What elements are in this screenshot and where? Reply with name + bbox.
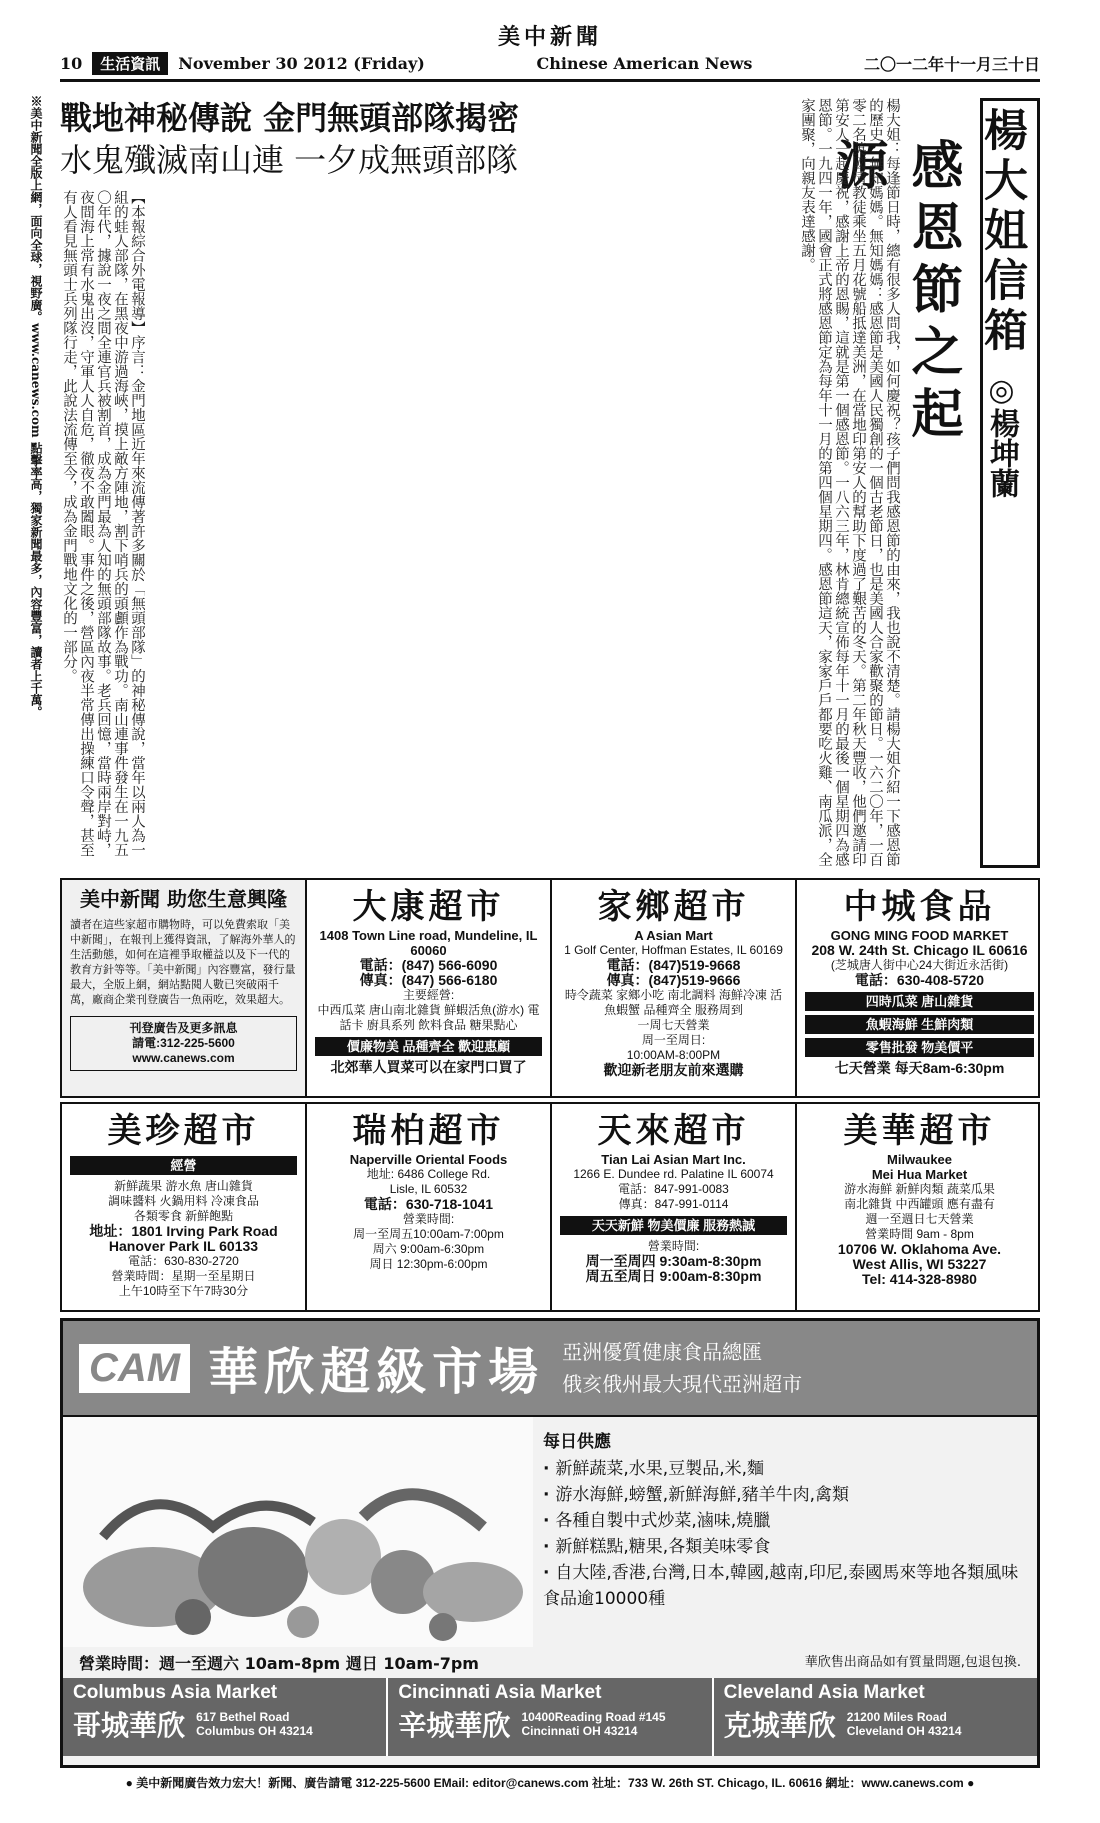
jiaxiang-grid: 時令蔬菜 家鄉小吃 南北調料 海鮮冷凍 活魚蝦蟹 品種齊全 服務周到 bbox=[564, 988, 783, 1017]
tianlai-hours2: 周五至周日 9:00am-8:30pm bbox=[585, 1268, 762, 1284]
zhongcheng-slogan3: 零售批發 物美價平 bbox=[805, 1038, 1034, 1057]
cam-note: 華欣售出商品如有質量問題,包退包換. bbox=[804, 1655, 1021, 1670]
dakang-fax: 傳真：(847) 566-6180 bbox=[359, 972, 498, 988]
section-tag: 生活資訊 bbox=[92, 52, 168, 75]
helper-contact-box bbox=[70, 1016, 297, 1071]
zhongcheng-hours: 七天營業 每天8am-6:30pm bbox=[834, 1060, 1005, 1076]
zhongcheng-slogan1: 四時瓜菜 唐山雜貨 bbox=[805, 992, 1034, 1011]
cam-logo: CAM bbox=[79, 1344, 190, 1393]
meizhen-hours2: 上午10時至下午7時30分 bbox=[118, 1284, 249, 1298]
meihua-name-en: Mei Hua Market bbox=[871, 1167, 968, 1182]
ad-tianlai bbox=[552, 1104, 797, 1310]
meihua-items1: 游水海鮮 新鮮肉類 蔬菜瓜果 bbox=[844, 1182, 995, 1196]
page-header bbox=[60, 52, 1040, 82]
tianlai-fax: 傳真：847-991-0114 bbox=[618, 1197, 729, 1211]
dakang-phone: 電話：(847) 566-6090 bbox=[359, 957, 498, 973]
meihua-address2: West Allis, WI 53227 bbox=[852, 1256, 987, 1272]
helper-contact: 刊登廣告及更多訊息 bbox=[129, 1021, 238, 1035]
meizhen-label: 經營 bbox=[70, 1156, 297, 1175]
cam-supply-item: · 新鮮糕點,糖果,各類美味零食 bbox=[543, 1534, 1027, 1560]
jiaxiang-welcome: 歡迎新老朋友前來選購 bbox=[603, 1062, 744, 1078]
meizhen-hours1: 營業時間：星期一至星期日 bbox=[111, 1269, 256, 1283]
main-articles bbox=[60, 98, 1040, 873]
store-address bbox=[847, 1710, 962, 1738]
ruibai-address2: Lisle, IL 60532 bbox=[389, 1182, 468, 1196]
helper-phone: 請電:312-225-5600 bbox=[132, 1036, 235, 1050]
date-en: November 30 2012 (Friday) bbox=[178, 54, 425, 73]
meihua-hours1: 週一至週日七天營業 bbox=[865, 1212, 974, 1226]
cam-supply-title: 每日供應 bbox=[543, 1432, 611, 1452]
jiaxiang-fax: 傳真：(847)519-9666 bbox=[606, 972, 741, 988]
meizhen-items1: 新鮮蔬果 游水魚 唐山雜貨 bbox=[114, 1179, 253, 1193]
tianlai-phone: 電話：847-991-0083 bbox=[618, 1182, 729, 1196]
newspaper-page bbox=[29, 20, 1040, 1803]
ads-row-2 bbox=[60, 1102, 1040, 1312]
page-number: 10 bbox=[60, 54, 83, 73]
dakang-products-label: 主要經營: bbox=[402, 988, 455, 1002]
ruibai-hours1: 周一至周五10:00am-7:00pm bbox=[353, 1227, 504, 1241]
meihua-phone: Tel: 414-328-8980 bbox=[862, 1271, 977, 1287]
column-title: 楊大姐信箱 bbox=[976, 107, 1027, 357]
zhongcheng-name: 中城食品 bbox=[843, 887, 996, 927]
jiaxiang-name: 家鄉超市 bbox=[597, 887, 750, 927]
meihua-address1: 10706 W. Oklahoma Ave. bbox=[837, 1241, 1002, 1257]
zhongcheng-slogan2: 魚蝦海鮮 生鮮肉類 bbox=[805, 1015, 1034, 1034]
cam-supply-item: · 游水海鮮,螃蟹,新鮮海鮮,豬羊牛肉,禽類 bbox=[543, 1482, 1027, 1508]
tianlai-hours-label: 營業時間: bbox=[647, 1239, 700, 1253]
meizhen-phone: 電話：630-830-2720 bbox=[128, 1254, 239, 1268]
ruibai-name-en: Naperville Oriental Foods bbox=[349, 1152, 508, 1167]
tianlai-name: 天來超市 bbox=[597, 1111, 750, 1151]
helper-body: 讀者在這些家超市購物時，可以免費索取「美中新聞」，在報刊上獲得資訊，了解海外華人的生活動態，如何在這裡爭取權益以及下一代的教育方針等等。「美中新聞」內容豐富，發行量最大，全版上網，網站點閱人數已突破兩千萬，廠商企業刊登廣告一魚兩吃，效果超大。 bbox=[70, 919, 296, 1006]
ad-zhongcheng bbox=[797, 880, 1042, 1096]
cam-supply bbox=[533, 1417, 1037, 1647]
jiaxiang-name-en: A Asian Mart bbox=[634, 928, 713, 943]
article-title: 感恩節之起源 bbox=[827, 138, 962, 448]
column-body-text: 楊大姐：每逢節日時，總有很多人問我，如何慶祝？孩子們問我感恩節的由來，我也說不清楚。請楊大姐介紹一下感恩節的歷史。無知媽媽。無知媽媽：感恩節是美國人民獨創的一個古老節日，也是美國人合家歡聚的節日。一六二〇年，一百零二名英國清教徒乘坐五月花號船抵達美洲，在當地印第安人的幫助下度過了艱苦的冬天。第二年秋天豐收，他們邀請印第安人一起慶祝，感謝上帝的恩賜，這就是第一個感恩節。一八六三年，林肯總統宣佈每年十一月的最後一個星期四為感恩節。一九四一年，國會正式將感恩節定為每年十一月的第四個星期四。感恩節這天，家家戶戶都要吃火雞、南瓜派，全家團聚，向親友表達感謝。 bbox=[799, 98, 900, 867]
cam-hours-row bbox=[63, 1647, 1037, 1678]
cam-header bbox=[63, 1321, 1037, 1417]
dakang-name: 大康超市 bbox=[352, 887, 505, 927]
ruibai-hours2: 周六 9:00am-6:30pm bbox=[372, 1242, 485, 1256]
zhongcheng-phone: 電話：630-408-5720 bbox=[854, 972, 985, 988]
store-address bbox=[196, 1710, 313, 1738]
cam-supply-item: · 各種自製中式炒菜,滷味,燒臘 bbox=[543, 1508, 1027, 1534]
dakang-slogan: 價廉物美 品種齊全 歡迎惠顧 bbox=[315, 1037, 542, 1056]
meihua-name: 美華超市 bbox=[843, 1111, 996, 1151]
ad-helper bbox=[62, 880, 307, 1096]
date-zh: 二〇一二年十一月三十日 bbox=[863, 55, 1040, 74]
jiaxiang-hours2: 周一至周日: bbox=[641, 1033, 706, 1047]
headline-primary: 戰地神秘傳說 金門無頭部隊揭密 bbox=[60, 99, 520, 137]
helper-title: 美中新聞 助您生意興隆 bbox=[80, 887, 287, 911]
ruibai-hours3: 周日 12:30pm-6:00pm bbox=[369, 1257, 488, 1271]
store-zh: 克城華欣 bbox=[723, 1709, 836, 1742]
tianlai-name-en: Tian Lai Asian Mart Inc. bbox=[601, 1152, 746, 1167]
meizhen-address1: 地址：1801 Irving Park Road bbox=[89, 1223, 278, 1239]
meizhen-items3: 各類零食 新鮮飽點 bbox=[133, 1209, 234, 1223]
store-addr2: Cincinnati OH 43214 bbox=[521, 1724, 638, 1738]
meizhen-name: 美珍超市 bbox=[107, 1111, 260, 1151]
cam-supply-list bbox=[543, 1456, 1027, 1612]
store-addr1: 617 Bethel Road bbox=[196, 1710, 290, 1724]
ad-cam-market bbox=[60, 1318, 1040, 1768]
store-zh: 哥城華欣 bbox=[73, 1709, 186, 1742]
cam-taglines bbox=[562, 1336, 802, 1400]
produce-photo bbox=[63, 1417, 533, 1647]
column-title-box bbox=[976, 98, 1040, 868]
store-zh: 辛城華欣 bbox=[398, 1709, 511, 1742]
meizhen-address2: Hanover Park IL 60133 bbox=[108, 1238, 259, 1254]
produce-illustration bbox=[63, 1417, 533, 1647]
headline-secondary: 水鬼殲滅南山連 一夕成無頭部隊 bbox=[60, 141, 519, 179]
meizhen-items2: 調味醬料 火鍋用料 冷凍食品 bbox=[108, 1194, 259, 1208]
cam-tagline1: 亞洲優質健康食品總匯 bbox=[562, 1340, 763, 1364]
zhongcheng-name-en: GONG MING FOOD MARKET bbox=[830, 928, 1009, 943]
store-en: Columbus Asia Market bbox=[73, 1682, 278, 1703]
cam-body bbox=[63, 1417, 1037, 1647]
cam-supply-item: · 自大陸,香港,台灣,日本,韓國,越南,印尼,泰國馬來等地各類風味食品逾10000種 bbox=[543, 1560, 1027, 1612]
store-en: Cincinnati Asia Market bbox=[398, 1682, 602, 1703]
tianlai-slogan: 天天新鮮 物美價廉 服務熱誠 bbox=[560, 1216, 787, 1235]
ads-row-1 bbox=[60, 878, 1040, 1098]
dakang-address: 1408 Town Line road, Mundeline, IL 60060 bbox=[319, 928, 538, 958]
ad-meizhen bbox=[62, 1104, 307, 1310]
column-author: ◎楊坤蘭 bbox=[984, 372, 1019, 498]
tianlai-hours1: 周一至周四 9:30am-8:30pm bbox=[585, 1253, 762, 1269]
ruibai-address1: 地址: 6486 College Rd. bbox=[366, 1167, 491, 1181]
zhongcheng-address: 208 W. 24th St. Chicago IL 60616 bbox=[811, 942, 1028, 958]
ruibai-hours-label: 營業時間: bbox=[402, 1212, 455, 1226]
page-footer: ● 美中新聞廣告效力宏大！新聞、廣告請電 312-225-5600 EMail: editor@canews.com 社址：733 W. 26th ST. Chicago, IL. 60616 網址：www.canews.com ● bbox=[125, 1776, 975, 1790]
article-body: 【本報綜合外電報導】序言：金門地區近年來流傳著許多關於「無頭部隊」的神秘傳說，當年以兩人為一組的蛙人部隊，在黑夜中游過海峽，摸上敵方陣地，割下哨兵的頭顱作為戰功。南山連事件發生在一九五〇年代，據說一夜之間全連官兵被割首，成為金門最為人知的無頭部隊故事。老兵回憶，當時兩岸對峙，夜間海上常有水鬼出沒，守軍人人自危，徹夜不敢闔眼。事件之後，營區內夜半常傳出操練口令聲，甚至有人看見無頭士兵列隊行走，此說法流傳至今，成為金門戰地文化的一部分。 bbox=[61, 190, 145, 857]
cam-name: 華欣超級市場 bbox=[208, 1343, 545, 1401]
jiaxiang-address: 1 Golf Center, Hoffman Estates, IL 60169 bbox=[564, 943, 783, 957]
article-golden-gate bbox=[60, 98, 600, 873]
jiaxiang-hours1: 一周七天營業 bbox=[637, 1018, 710, 1032]
ad-ruibai bbox=[307, 1104, 552, 1310]
dakang-products: 中西瓜菜 唐山南北雜貨 鮮蝦活魚(游水) 電話卡 廚具系列 飲料食品 糖果點心 bbox=[317, 1003, 540, 1032]
store-columbus bbox=[63, 1678, 388, 1756]
store-addr2: Columbus OH 43214 bbox=[196, 1724, 313, 1738]
ad-meihua bbox=[797, 1104, 1042, 1310]
meihua-city: Milwaukee bbox=[886, 1152, 953, 1167]
column-body bbox=[608, 98, 970, 873]
zhongcheng-address-zh: (芝城唐人街中心24大街近永活街) bbox=[830, 958, 1009, 972]
ruibai-name: 瑞柏超市 bbox=[352, 1111, 505, 1151]
ad-jiaxiang bbox=[552, 880, 797, 1096]
cam-tagline2: 俄亥俄州最大現代亞洲超市 bbox=[562, 1372, 803, 1396]
store-en: Cleveland Asia Market bbox=[723, 1682, 925, 1703]
masthead: 美中新聞 bbox=[497, 24, 602, 50]
store-addr1: 21200 Miles Road bbox=[846, 1710, 947, 1724]
dakang-footer: 北郊華人買菜可以在家門口買了 bbox=[330, 1059, 527, 1075]
store-cincinnati bbox=[388, 1678, 713, 1756]
meihua-items2: 南北雜貨 中西罐頭 應有盡有 bbox=[844, 1197, 995, 1211]
paper-name-en: Chinese American News bbox=[536, 54, 753, 73]
cam-hours: 營業時間：週一至週六 10am-8pm 週日 10am-7pm bbox=[79, 1654, 479, 1673]
jiaxiang-phone: 電話：(847)519-9668 bbox=[606, 957, 741, 973]
cam-stores bbox=[63, 1678, 1037, 1756]
meihua-hours2: 營業時間 9am - 8pm bbox=[865, 1227, 974, 1241]
ad-dakang bbox=[307, 880, 552, 1096]
store-addr2: Cleveland OH 43214 bbox=[846, 1724, 962, 1738]
ruibai-phone: 電話：630-718-1041 bbox=[363, 1196, 494, 1212]
article-advice-column bbox=[608, 98, 1040, 873]
helper-web: www.canews.com bbox=[132, 1051, 235, 1065]
jiaxiang-hours3: 10:00AM-8:00PM bbox=[626, 1048, 721, 1062]
store-address bbox=[521, 1710, 665, 1738]
website-sidenote: ※美中新聞全版上網，面向全球，視野廣。www.canews.com 點擊率高，獨家新聞最多，內容豐富，讀者上千萬。 bbox=[29, 95, 43, 718]
cam-supply-item: · 新鮮蔬菜,水果,豆製品,米,麵 bbox=[543, 1456, 1027, 1482]
store-cleveland bbox=[714, 1678, 1037, 1756]
store-addr1: 10400Reading Road #145 bbox=[521, 1710, 666, 1724]
tianlai-address: 1266 E. Dundee rd. Palatine IL 60074 bbox=[573, 1167, 774, 1181]
